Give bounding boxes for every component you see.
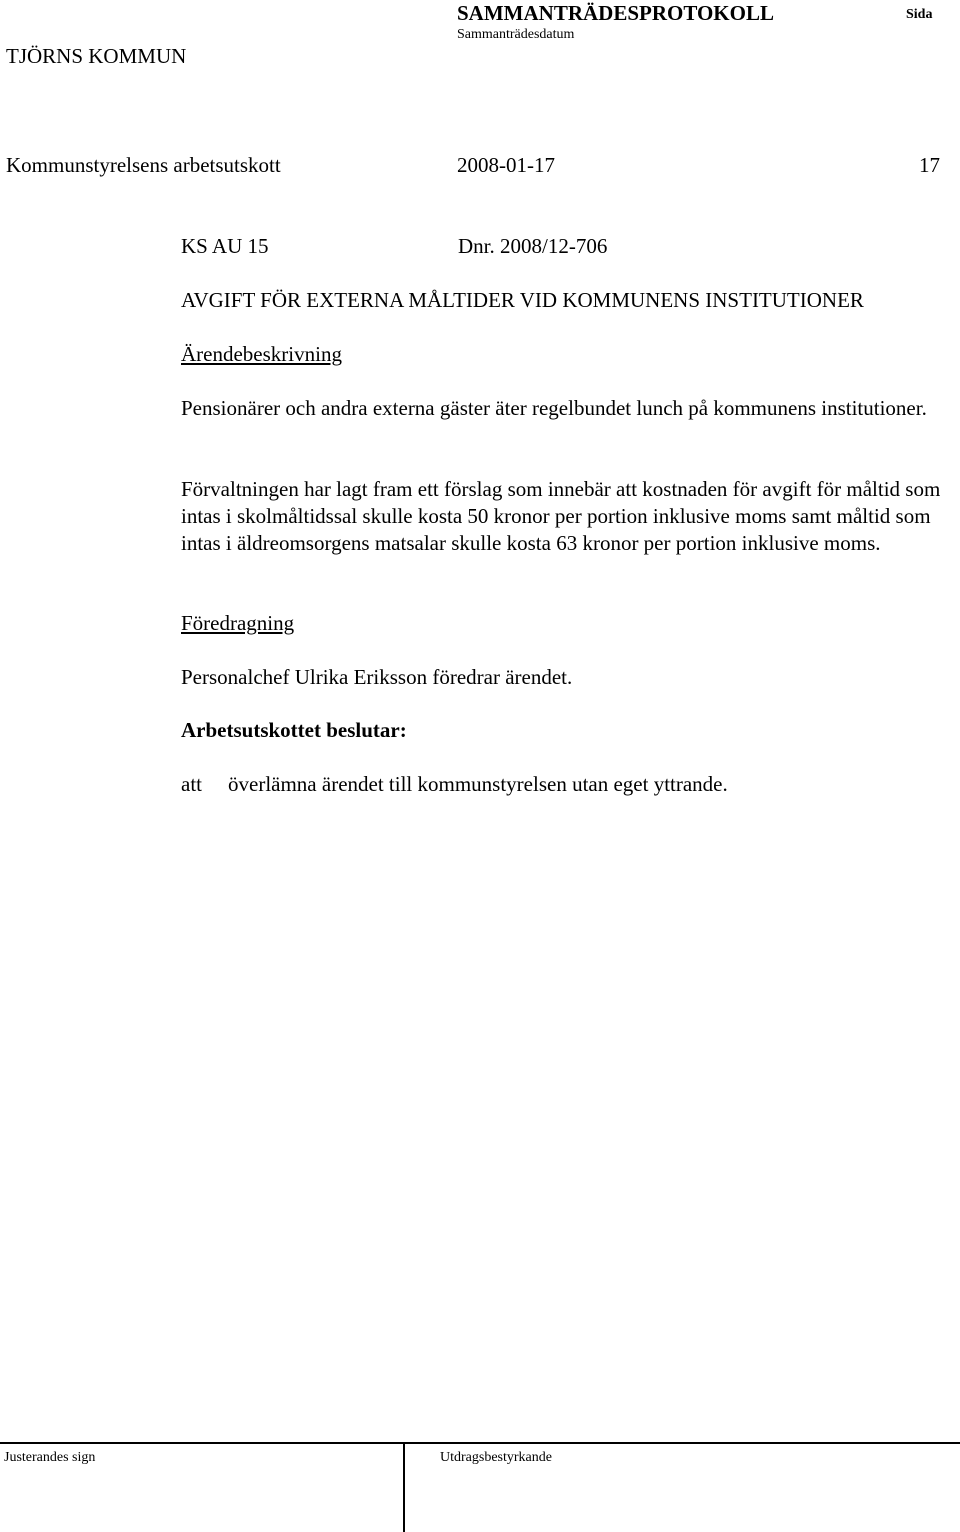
committee-name: Kommunstyrelsens arbetsutskott [6, 153, 281, 177]
decision-att: att [181, 772, 202, 796]
decision-text: överlämna ärendet till kommunstyrelsen utan eget yttrande. [228, 772, 728, 796]
presentation-text: Personalchef Ulrika Eriksson föredrar ärendet. [181, 665, 573, 689]
signature-label: Justerandes sign [4, 1450, 96, 1465]
footer-rule [0, 1442, 960, 1444]
footer-divider [403, 1442, 405, 1532]
certification-label: Utdragsbestyrkande [440, 1450, 552, 1465]
case-title: AVGIFT FÖR EXTERNA MÅLTIDER VID KOMMUNENS INSTITUTIONER [181, 288, 864, 312]
page-label: Sida [906, 7, 933, 22]
page-number: 17 [919, 153, 940, 177]
description-paragraph: Pensionärer och andra externa gäster äter regelbundet lunch på kommunens institutioner. [181, 396, 927, 420]
description-paragraph: Förvaltningen har lagt fram ett förslag som innebär att kostnaden för avgift för måltid som intas i skolmåltidssal skulle kosta 50 kronor per portion inklusive moms samt måltid som intas i äldreomsorgens matsalar skulle kosta 63 kronor per portion inklusive moms. [181, 477, 941, 555]
case-reference: Dnr. 2008/12-706 [458, 234, 608, 258]
document-type: SAMMANTRÄDESPROTOKOLL [457, 1, 774, 25]
presentation-heading: Föredragning [181, 611, 295, 635]
decision-heading: Arbetsutskottet beslutar: [181, 718, 407, 742]
meeting-date: 2008-01-17 [457, 153, 555, 177]
section-id: KS AU 15 [181, 234, 269, 258]
meeting-date-label: Sammanträdesdatum [457, 27, 575, 42]
municipality-name: TJÖRNS KOMMUN [6, 44, 187, 68]
description-heading: Ärendebeskrivning [181, 342, 342, 366]
